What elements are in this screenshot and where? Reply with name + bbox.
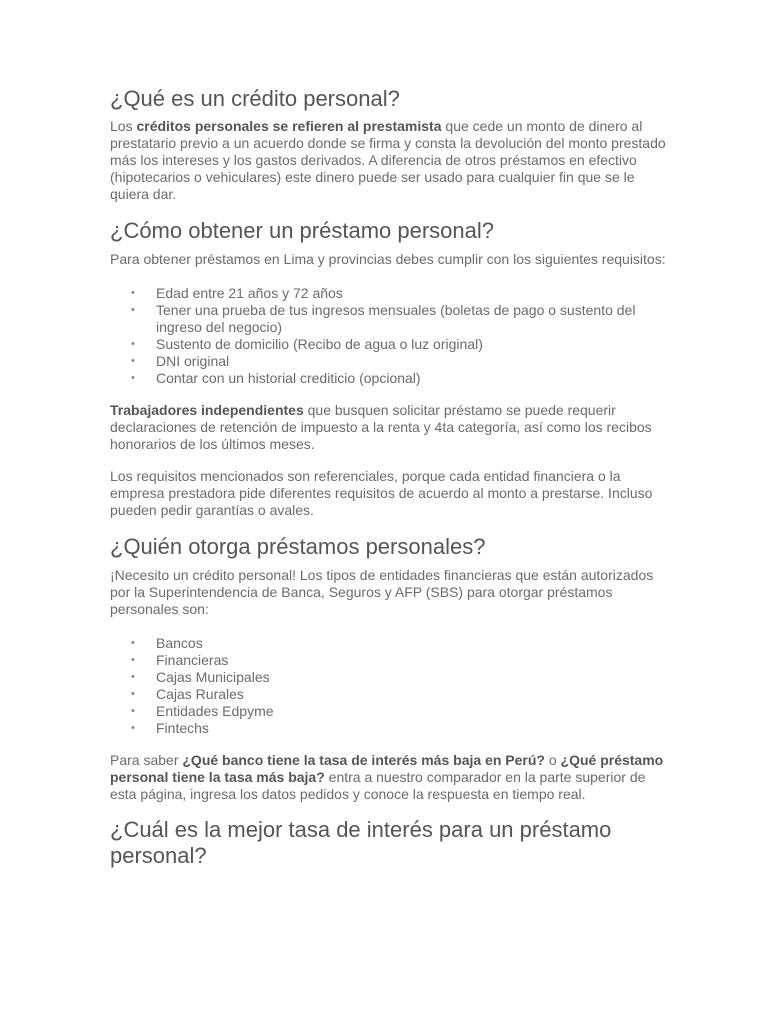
list-item: • Bancos [110, 635, 668, 652]
list-item: • DNI original [110, 353, 668, 370]
text-segment: o [544, 752, 561, 768]
list-item: • Edad entre 21 años y 72 años [110, 285, 668, 302]
section-title-obtener-prestamo: ¿Cómo obtener un préstamo personal? [110, 218, 494, 243]
paragraph-comparador [110, 752, 668, 803]
list-item: • Sustento de domicilio (Recibo de agua o luz original) [110, 336, 668, 353]
list-item: • Tener una prueba de tus ingresos mensuales (boletas de pago o sustento del ingreso del negocio) [110, 302, 668, 336]
section-title-quien-otorga: ¿Quién otorga préstamos personales? [110, 534, 486, 559]
paragraph-requirements-note: Los requisitos mencionados son referenciales, porque cada entidad financiera o la empresa prestadora pide diferentes requisitos de acuerdo al monto a prestarse. Incluso pueden pedir garantías o avales. [110, 468, 653, 518]
entities-list [110, 635, 668, 737]
bold-text: ¿Qué préstamo personal tiene la tasa más baja? [110, 752, 664, 785]
section-title-credito-personal: ¿Qué es un crédito personal? [110, 86, 400, 111]
text-segment: Para saber [110, 752, 183, 768]
section-title-mejor-tasa: ¿Cuál es la mejor tasa de interés para un préstamo personal? [110, 817, 612, 868]
paragraph-requirements-intro: Para obtener préstamos en Lima y provincias debes cumplir con los siguientes requisitos: [110, 251, 666, 267]
list-item: • Cajas Rurales [110, 686, 668, 703]
text-segment: que cede un monto de dinero al prestatario previo a un acuerdo donde se firma y consta la devolución del monto prestado más los intereses y los gastos derivados. A diferencia de otros préstamos en efectivo (hipotecarios o vehiculares) este dinero puede ser usado para cualquier fin que se le quiera dar. [110, 118, 666, 202]
requirements-list [110, 285, 668, 387]
list-item: • Fintechs [110, 720, 668, 737]
text-segment: que busquen solicitar préstamo se puede requerir declaraciones de retención de impuesto a la renta y 4ta categoría, así como los recibos honorarios de los últimos meses. [110, 402, 652, 452]
list-item: • Cajas Municipales [110, 669, 668, 686]
text-segment: entra a nuestro comparador en la parte superior de esta página, ingresa los datos pedidos y conoce la respuesta en tiempo real. [110, 769, 646, 802]
bold-text: ¿Qué banco tiene la tasa de interés más baja en Perú? [182, 752, 545, 768]
list-item: • Financieras [110, 652, 668, 669]
paragraph-entities-intro: ¡Necesito un crédito personal! Los tipos de entidades financieras que están autorizados por la Superintendencia de Banca, Seguros y AFP (SBS) para otorgar préstamos personales son: [110, 567, 654, 617]
list-item: • Entidades Edpyme [110, 703, 668, 720]
paragraph-independent-workers [110, 402, 668, 453]
list-item: • Contar con un historial crediticio (opcional) [110, 370, 668, 387]
paragraph-definition [110, 118, 668, 203]
bold-text: créditos personales se refieren al prestamista [136, 118, 442, 134]
bold-text: Trabajadores independientes [110, 402, 304, 418]
text-segment: Los [110, 118, 137, 134]
